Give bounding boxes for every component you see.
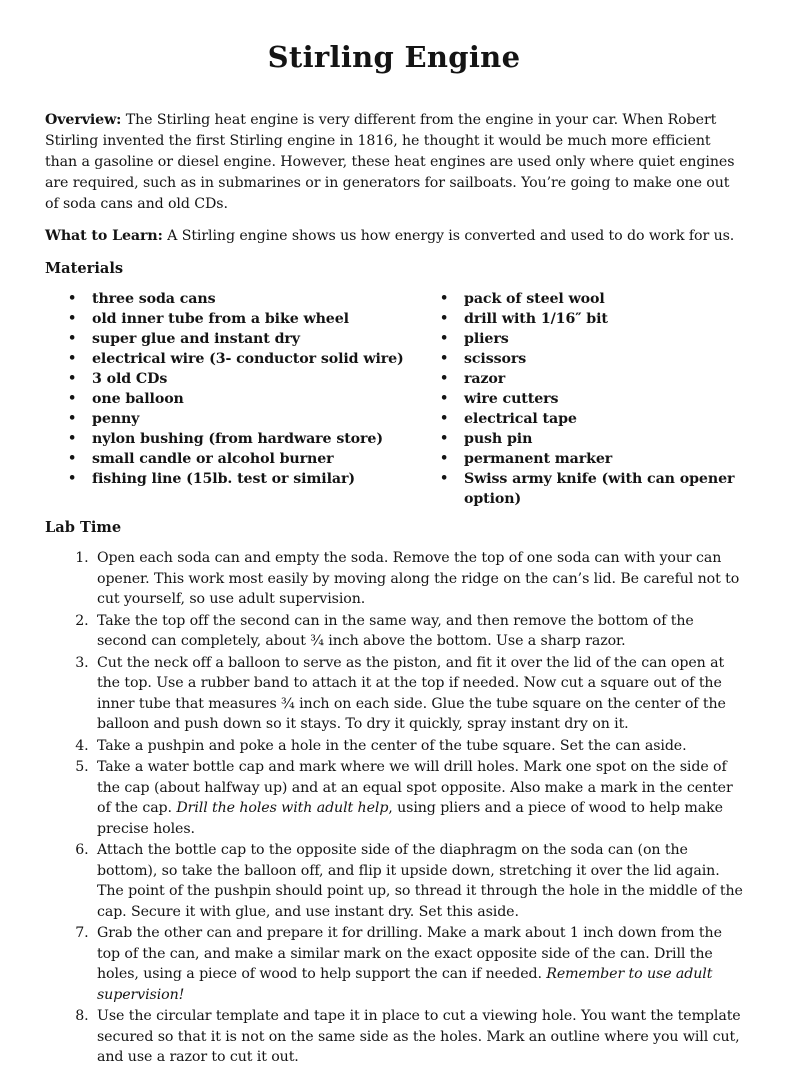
lab-step [93, 1006, 743, 1068]
material-item [68, 289, 440, 309]
step-text: Cut the neck off a balloon to serve as the piston, and fit it over the lid of the can open at the top. Use a rubber band to attach it at the top if needed. Now cut a square out of the inner tube that measures ¾ inch on each side. Glue the tube square on the center of the balloon and push down so it stays. To dry it quickly, spray instant dry on it. [97, 654, 726, 732]
material-label: super glue and instant dry [92, 331, 300, 347]
material-label: scissors [464, 351, 527, 367]
materials-list-right [440, 289, 743, 509]
material-item [440, 389, 743, 409]
lab-step [93, 840, 743, 922]
material-label: pliers [464, 331, 509, 347]
bullet-icon: • [440, 371, 449, 386]
step-text: Take the top off the second can in the same way, and then remove the bottom of the second can completely, about ¾ inch above the bottom. Use a sharp razor. [97, 612, 694, 649]
bullet-icon: • [440, 391, 449, 406]
step-text: Grab the other can and prepare it for drilling. Make a mark about 1 inch down from the top of the can, and make a similar mark on the exact opposite side of the can. Drill the holes, using a piece of wood to help support the can if needed. [97, 925, 722, 982]
lab-step [93, 736, 743, 757]
material-item [68, 369, 440, 389]
material-item [68, 409, 440, 429]
lab-step [93, 548, 743, 610]
bullet-icon: • [68, 311, 77, 326]
bullet-icon: • [440, 411, 449, 426]
materials-heading: Materials [45, 260, 124, 277]
step-text: Take a water bottle cap and mark where we will drill holes. Mark one spot on the side of the cap (about halfway up) and at an equal spot opposite. Also make a mark in the center of the cap. [97, 759, 733, 816]
material-item [68, 349, 440, 369]
material-item [68, 449, 440, 469]
bullet-icon: • [440, 431, 449, 446]
material-item [440, 309, 743, 329]
page-title: Stirling Engine [267, 40, 521, 74]
bullet-icon: • [68, 371, 77, 386]
material-label: razor [464, 371, 506, 387]
material-item [440, 349, 743, 369]
material-label: penny [92, 411, 140, 427]
step-text: Remember to use adult supervision! [97, 966, 713, 1003]
material-label: fishing line (15lb. test or similar) [92, 471, 355, 487]
material-item [440, 429, 743, 449]
bullet-icon: • [440, 291, 449, 306]
lab-step [93, 923, 743, 1005]
bullet-icon: • [68, 411, 77, 426]
bullet-icon: • [68, 331, 77, 346]
material-label: electrical tape [464, 411, 577, 427]
material-item [68, 469, 440, 489]
bullet-icon: • [68, 431, 77, 446]
material-item [68, 429, 440, 449]
material-label: one balloon [92, 391, 184, 407]
material-label: electrical wire (3- conductor solid wire) [92, 351, 404, 367]
materials-list-left [68, 289, 440, 509]
material-label: 3 old CDs [92, 371, 168, 387]
material-label: small candle or alcohol burner [92, 451, 334, 467]
material-label: wire cutters [464, 391, 559, 407]
bullet-icon: • [68, 451, 77, 466]
what-to-learn-label: What to Learn: [45, 228, 163, 244]
step-text: Open each soda can and empty the soda. Remove the top of one soda can with your can opener. This work most easily by moving along the ridge on the can’s lid. Be careful not to cut yourself, so use adult supervision. [97, 550, 740, 607]
material-label: old inner tube from a bike wheel [92, 311, 349, 327]
overview-label: Overview: [45, 112, 122, 128]
material-item [440, 369, 743, 389]
bullet-icon: • [440, 331, 449, 346]
bullet-icon: • [440, 311, 449, 326]
material-label: nylon bushing (from hardware store) [92, 431, 383, 447]
lab-steps-list [45, 548, 743, 1068]
bullet-icon: • [68, 291, 77, 306]
material-item [440, 409, 743, 429]
bullet-icon: • [440, 351, 449, 366]
material-label: drill with 1/16″ bit [464, 311, 608, 327]
step-text: Drill the holes with adult help [176, 800, 389, 816]
material-item [68, 329, 440, 349]
material-item [440, 449, 743, 469]
material-label: pack of steel wool [464, 291, 605, 307]
bullet-icon: • [440, 451, 449, 466]
material-item [68, 389, 440, 409]
material-label: push pin [464, 431, 533, 447]
bullet-icon: • [68, 391, 77, 406]
step-text: Attach the bottle cap to the opposite side of the diaphragm on the soda can (on the bottom), so take the balloon off, and flip it upside down, stretching it over the lid again. The point of the pushpin should point up, so thread it through the hole in the middle of the cap. Secure it with glue, and use instant dry. Set this aside. [97, 842, 743, 920]
bullet-icon: • [440, 471, 449, 486]
what-to-learn-body: A Stirling engine shows us how energy is converted and used to do work for us. [167, 228, 735, 244]
material-item [440, 469, 743, 509]
material-item [440, 329, 743, 349]
step-text: Use the circular template and tape it in place to cut a viewing hole. You want the template secured so that it is not on the same side as the holes. Mark an outline where you will cut, and use a razor to cut it out. [97, 1008, 741, 1065]
what-to-learn-paragraph [45, 226, 743, 247]
material-label: Swiss army knife (with can opener option) [464, 471, 735, 507]
material-label: permanent marker [464, 451, 613, 467]
material-item [68, 309, 440, 329]
step-text: , using pliers and a piece of wood to help make precise holes. [97, 800, 723, 837]
bullet-icon: • [68, 471, 77, 486]
overview-body: The Stirling heat engine is very different from the engine in your car. When Robert Stirling invented the first Stirling engine in 1816, he thought it would be much more efficient than a gasoline or diesel engine. However, these heat engines are used only where quiet engines are required, such as in submarines or in generators for sailboats. You’re going to make one out of soda cans and old CDs. [45, 112, 735, 212]
material-item [440, 289, 743, 309]
bullet-icon: • [68, 351, 77, 366]
lab-step [93, 757, 743, 839]
step-text: Take a pushpin and poke a hole in the center of the tube square. Set the can aside. [97, 737, 687, 754]
lab-step [93, 611, 743, 652]
lab-time-heading: Lab Time [45, 519, 122, 536]
materials-columns [45, 289, 743, 509]
overview-paragraph [45, 110, 743, 215]
lab-step [93, 653, 743, 735]
material-label: three soda cans [92, 291, 216, 307]
